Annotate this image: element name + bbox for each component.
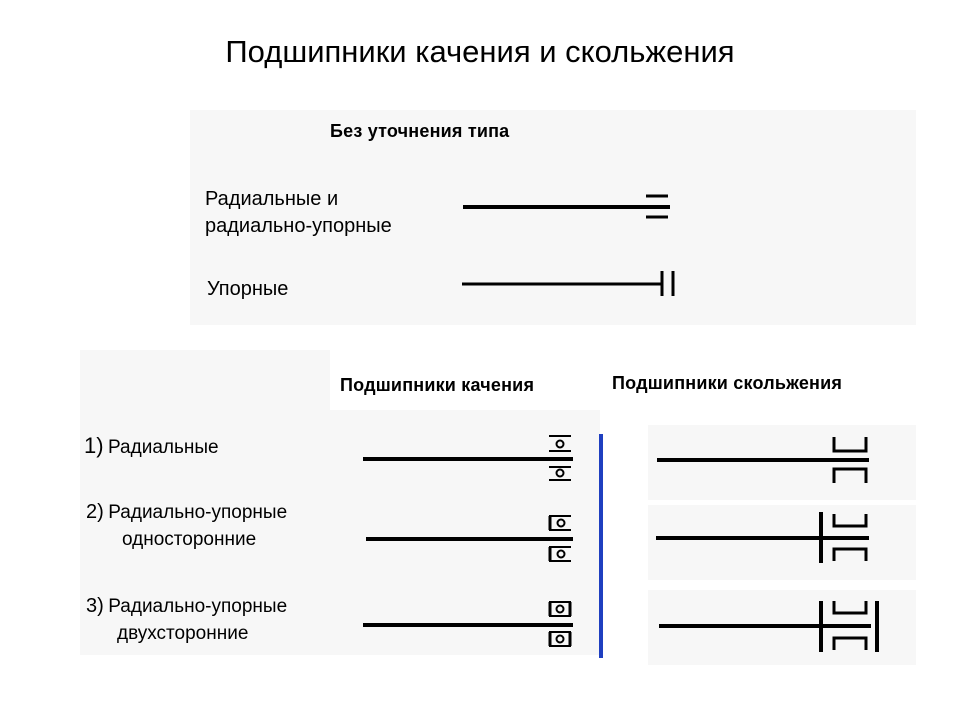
no-type-heading: Без уточнения типа xyxy=(330,121,510,141)
rolling-angular-double-symbol xyxy=(363,602,573,646)
sliding-column-heading: Подшипники скольжения xyxy=(612,373,843,393)
row-1-number: 1) xyxy=(84,433,104,458)
row-2-number: 2) xyxy=(86,501,104,523)
row-2-line2: односторонние xyxy=(122,529,257,550)
row-1-line1: Радиальные xyxy=(108,437,219,458)
row-3-line1: Радиально-упорные xyxy=(108,596,288,617)
rolling-column-heading: Подшипники качения xyxy=(340,375,535,395)
sliding-radial-symbol xyxy=(657,437,869,483)
radial-label-line2: радиально-упорные xyxy=(205,215,392,237)
radial-label-line1: Радиальные и xyxy=(205,188,339,210)
row-2-line1: Радиально-упорные xyxy=(108,502,288,523)
generic-radial-symbol xyxy=(463,196,670,217)
rolling-angular-single-symbol xyxy=(366,516,573,561)
row-3-number: 3) xyxy=(86,595,104,617)
rolling-radial-symbol xyxy=(363,436,573,480)
page-title: Подшипники качения и скольжения xyxy=(225,34,735,69)
row-3-line2: двухсторонние xyxy=(117,623,249,644)
sliding-angular-double-symbol xyxy=(659,601,877,652)
generic-thrust-symbol xyxy=(462,271,673,296)
thrust-label: Упорные xyxy=(207,278,289,300)
sliding-angular-single-symbol xyxy=(656,512,869,563)
